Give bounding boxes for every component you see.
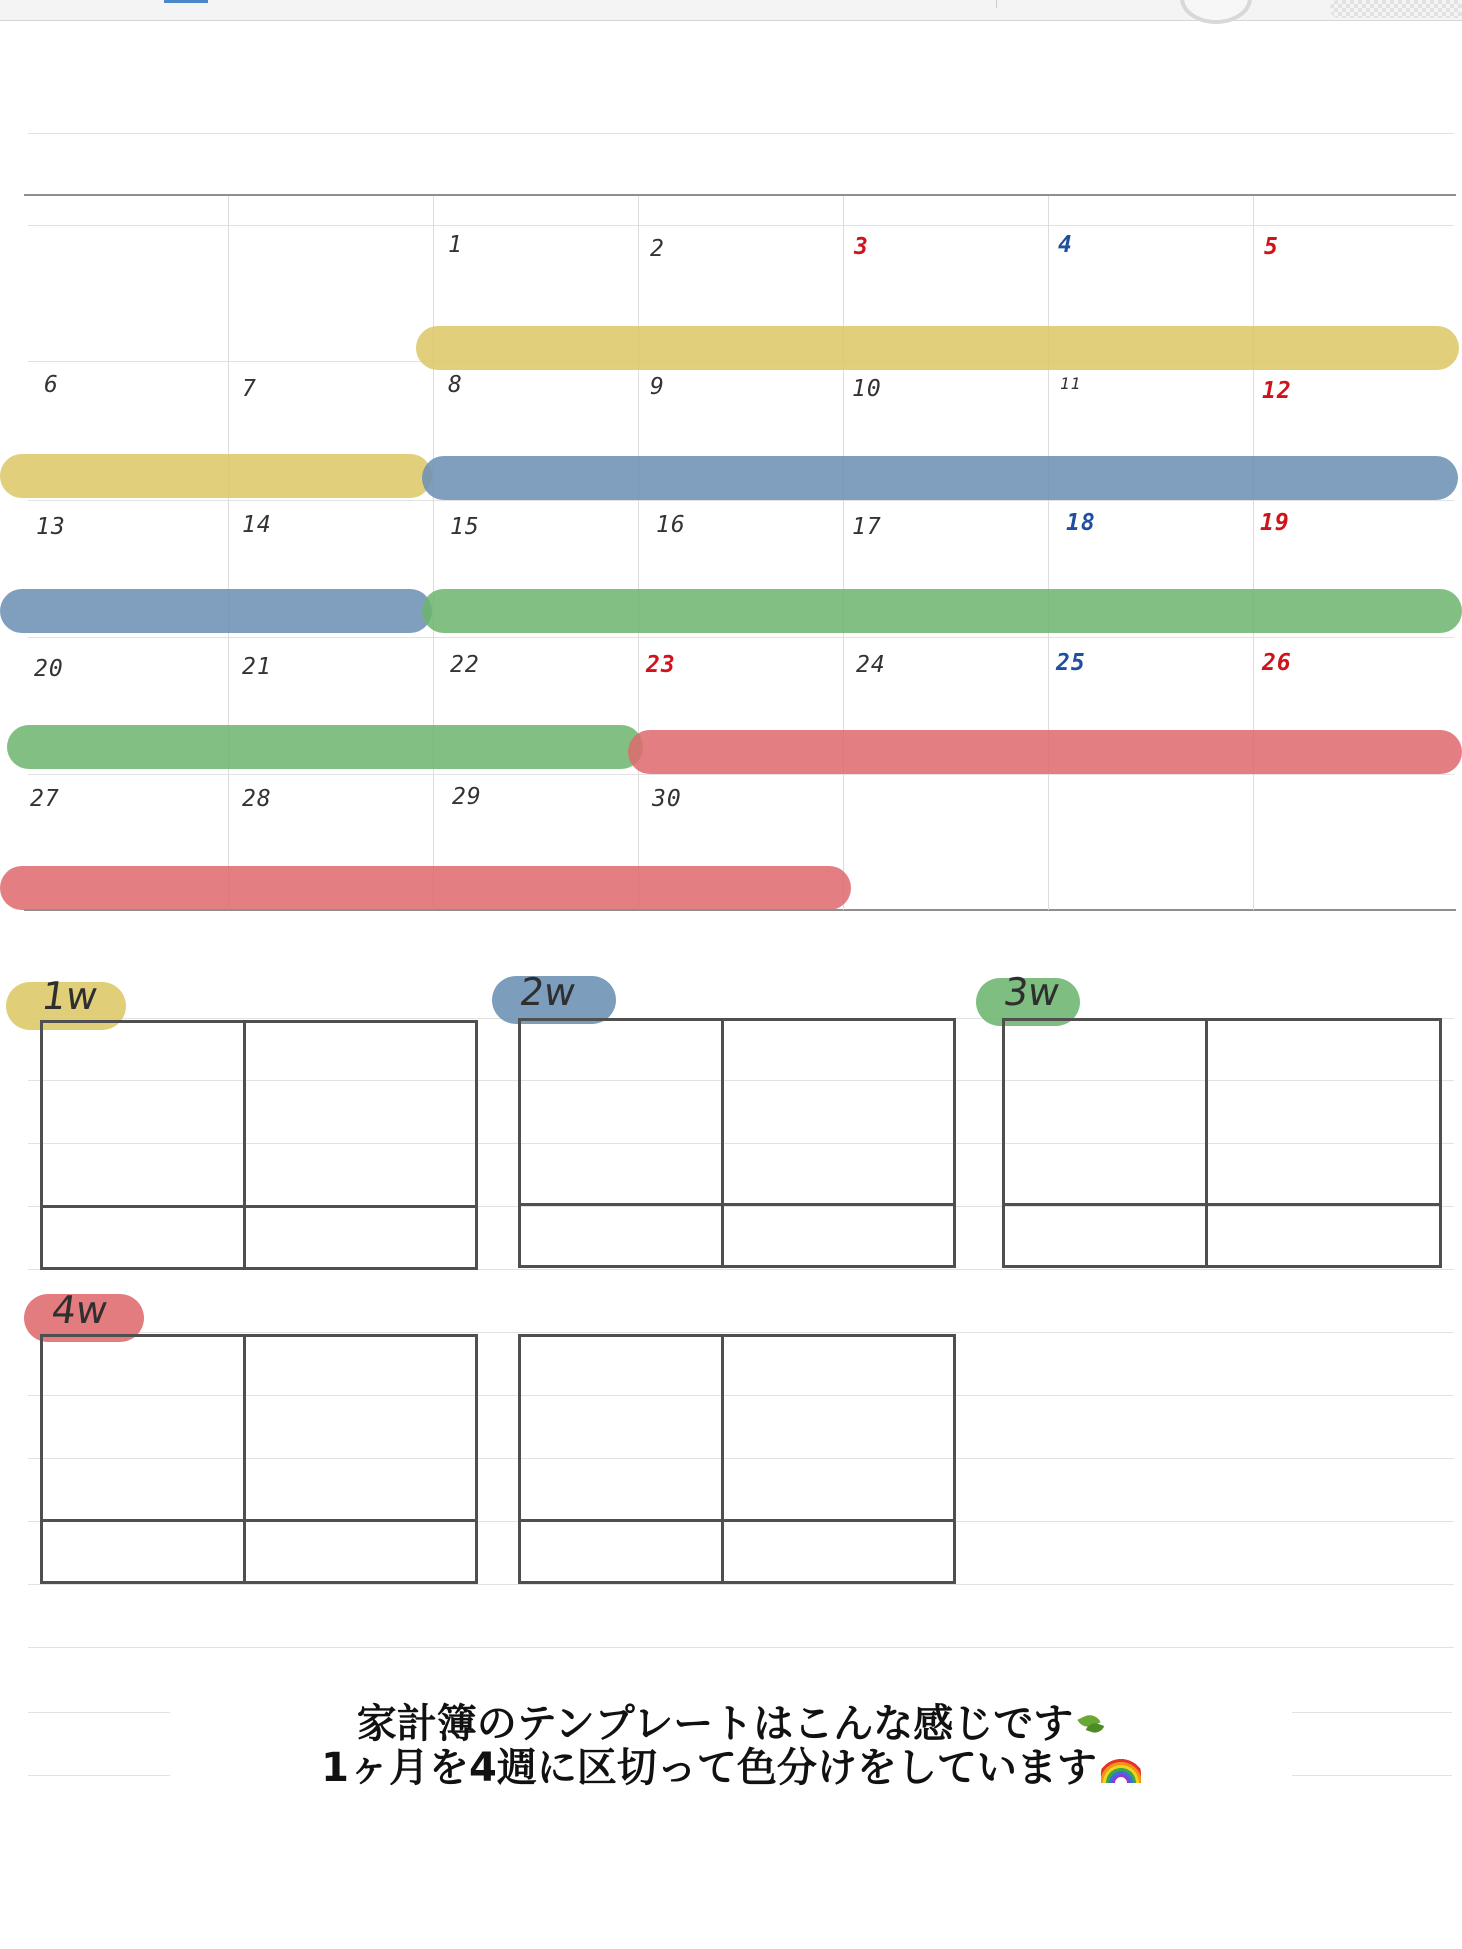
calendar-day-saturday[interactable]: 4 xyxy=(1058,232,1073,258)
calendar-day-holiday[interactable]: 23 xyxy=(646,652,676,678)
calendar-day[interactable]: 8 xyxy=(448,372,463,398)
week2-highlight-bar xyxy=(0,589,432,633)
calendar-day[interactable]: 7 xyxy=(242,376,257,402)
calendar-day-holiday[interactable]: 3 xyxy=(854,234,869,260)
week1-budget-table[interactable] xyxy=(40,1020,478,1270)
week3-highlight-bar xyxy=(422,589,1462,633)
rainbow-emoji-icon xyxy=(1101,1753,1141,1783)
caption-text-1: 家計簿のテンプレートはこんな感じです xyxy=(356,1701,1074,1747)
caption-text-2: 1ヶ月を4週に区切って色分けをしています xyxy=(321,1745,1097,1791)
calendar-column-line xyxy=(638,196,639,910)
week3-highlight-bar xyxy=(7,725,643,769)
record-circle-icon[interactable] xyxy=(1180,0,1252,24)
notebook-rule xyxy=(28,774,1454,775)
toolbar-separator xyxy=(996,0,997,8)
tab-indicator[interactable] xyxy=(164,0,208,3)
calendar-day[interactable]: 20 xyxy=(34,656,64,682)
table-column-divider xyxy=(243,1023,246,1267)
notebook-rule xyxy=(28,1647,1454,1648)
leaf-emoji-icon xyxy=(1077,1709,1105,1739)
notebook-rule xyxy=(28,133,1454,134)
transparency-swatch-icon[interactable] xyxy=(1330,0,1462,18)
calendar-day[interactable]: 16 xyxy=(656,512,686,538)
table-column-divider xyxy=(243,1337,246,1581)
calendar-day[interactable]: 13 xyxy=(36,514,66,540)
table-row-divider xyxy=(43,1519,475,1522)
notebook-rule xyxy=(28,500,1454,501)
week2-label: 2w xyxy=(516,970,579,1014)
notebook-rule xyxy=(28,637,1454,638)
notebook-rule xyxy=(28,225,1454,226)
calendar-day[interactable]: 9 xyxy=(650,374,665,400)
week4-budget-table[interactable] xyxy=(40,1334,478,1584)
caption-line-1 xyxy=(0,1702,1462,1746)
calendar-column-line xyxy=(1253,196,1254,910)
calendar-day[interactable]: 1 xyxy=(448,232,463,258)
week4-label: 4w xyxy=(48,1288,111,1332)
calendar-day[interactable]: 14 xyxy=(242,512,272,538)
table-column-divider xyxy=(721,1021,724,1265)
calendar-day[interactable]: 15 xyxy=(450,514,480,540)
week3-budget-table[interactable] xyxy=(1002,1018,1442,1268)
calendar-day-saturday[interactable]: 25 xyxy=(1056,650,1086,676)
week1-highlight-bar xyxy=(416,326,1459,370)
calendar-day-saturday[interactable]: 18 xyxy=(1066,510,1096,536)
week3-label: 3w xyxy=(1000,970,1063,1014)
week2-highlight-bar xyxy=(422,456,1458,500)
table-column-divider xyxy=(721,1337,724,1581)
week1-label: 1w xyxy=(38,974,101,1018)
table-row-divider xyxy=(43,1205,475,1208)
calendar-day[interactable]: 27 xyxy=(30,786,60,812)
notebook-rule xyxy=(28,1332,1454,1333)
table-row-divider xyxy=(1005,1203,1439,1206)
week4-highlight-bar xyxy=(628,730,1462,774)
calendar-day[interactable]: 24 xyxy=(856,652,886,678)
calendar-day[interactable]: 17 xyxy=(852,514,882,540)
calendar-day[interactable]: 21 xyxy=(242,654,272,680)
calendar-column-line xyxy=(228,196,229,910)
calendar-day-sunday[interactable]: 19 xyxy=(1260,510,1290,536)
table-row-divider xyxy=(521,1519,953,1522)
calendar-day[interactable]: 30 xyxy=(652,786,682,812)
calendar-day[interactable]: 28 xyxy=(242,786,272,812)
table-row-divider xyxy=(521,1203,953,1206)
week4-highlight-bar xyxy=(0,866,851,910)
calendar-column-line xyxy=(1048,196,1049,910)
week1-highlight-bar xyxy=(0,454,432,498)
calendar-day[interactable]: 29 xyxy=(452,784,482,810)
extra-budget-table[interactable] xyxy=(518,1334,956,1584)
calendar-day[interactable]: 22 xyxy=(450,652,480,678)
calendar-day[interactable]: 2 xyxy=(650,236,665,262)
calendar-column-line xyxy=(433,196,434,910)
calendar-day[interactable]: 6 xyxy=(44,372,59,398)
calendar-column-line xyxy=(843,196,844,910)
calendar-day-sunday[interactable]: 26 xyxy=(1262,650,1292,676)
app-top-bar xyxy=(0,0,1462,21)
calendar-day[interactable]: 11 xyxy=(1060,374,1082,393)
calendar-day[interactable]: 10 xyxy=(852,376,882,402)
table-column-divider xyxy=(1205,1021,1208,1265)
calendar-top-border xyxy=(24,194,1456,196)
week2-budget-table[interactable] xyxy=(518,1018,956,1268)
notebook-rule xyxy=(28,1584,1454,1585)
calendar-day-sunday[interactable]: 5 xyxy=(1264,234,1279,260)
calendar-day-sunday[interactable]: 12 xyxy=(1262,378,1292,404)
caption-line-2 xyxy=(0,1746,1462,1790)
